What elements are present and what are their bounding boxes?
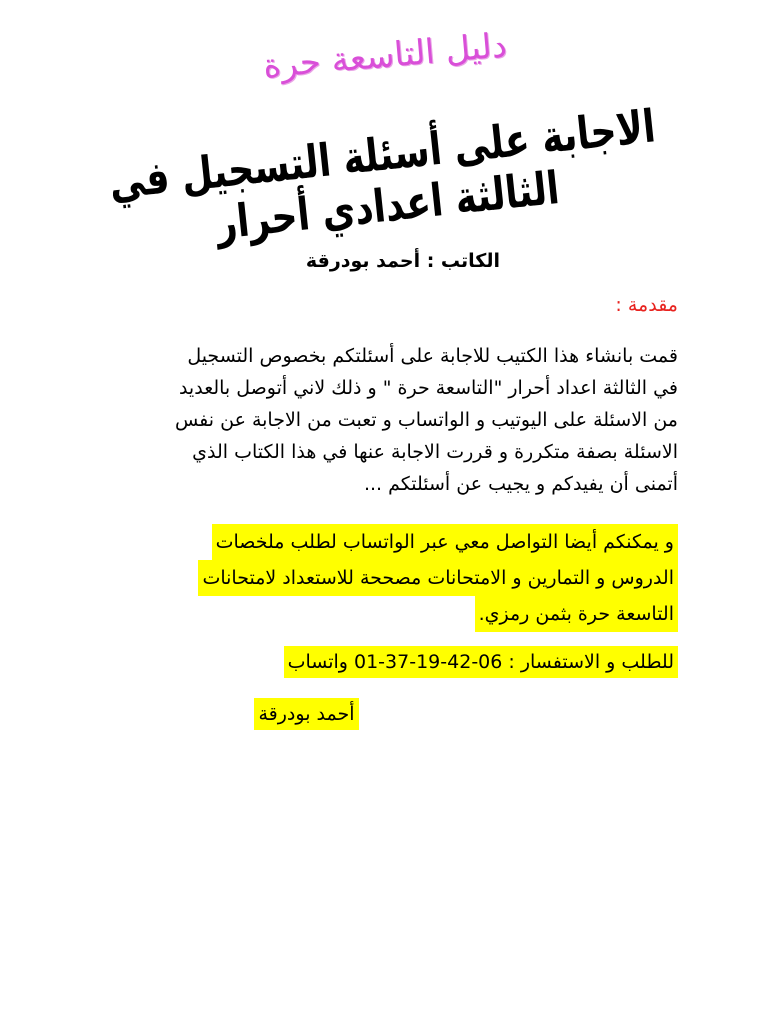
- contact-paragraph: [95, 646, 678, 678]
- contact-line: [95, 646, 678, 678]
- offer-line: [95, 596, 678, 632]
- intro-paragraph: [95, 340, 678, 500]
- intro-line: قمت بانشاء هذا الكتيب للاجابة على أسئلتكم بخصوص التسجيل: [187, 345, 678, 367]
- document-title: الاجابة على أسئلة التسجيل في الثالثة اعدادي أحرار: [106, 101, 658, 250]
- author-line: الكاتب : أحمد بودرقة: [305, 250, 500, 272]
- offer-line-text: التاسعة حرة بثمن رمزي.: [475, 596, 678, 632]
- contact-line-text: للطلب و الاستفسار : 06-42-19-37-01 واتساب: [284, 646, 678, 678]
- signature-line: [95, 698, 518, 730]
- offer-line: [95, 524, 678, 560]
- signature-paragraph: [95, 698, 678, 730]
- intro-line: في الثالثة اعداد أحرار "التاسعة حرة " و ذلك لاني أتوصل بالعديد: [178, 377, 678, 399]
- intro-line: أتمنى أن يفيدكم و يجيب عن أسئلتكم ...: [363, 473, 678, 495]
- intro-line: الاسئلة بصفة متكررة و قررت الاجابة عنها في هذا الكتاب الذي: [192, 441, 678, 463]
- intro-line: من الاسئلة على اليوتيب و الواتساب و تعبت من الاجابة عن نفس: [174, 409, 678, 431]
- signature-text: أحمد بودرقة: [254, 698, 358, 730]
- header-wordart: دليل التاسعة حرة: [261, 25, 509, 87]
- offer-line-text: و يمكنكم أيضا التواصل معي عبر الواتساب لطلب ملخصات: [212, 524, 678, 560]
- offer-line: [95, 560, 678, 596]
- offer-paragraph: [95, 524, 678, 632]
- offer-line-text: الدروس و التمارين و الامتحانات مصححة للاستعداد لامتحانات: [198, 560, 678, 596]
- intro-label: مقدمة :: [615, 294, 678, 316]
